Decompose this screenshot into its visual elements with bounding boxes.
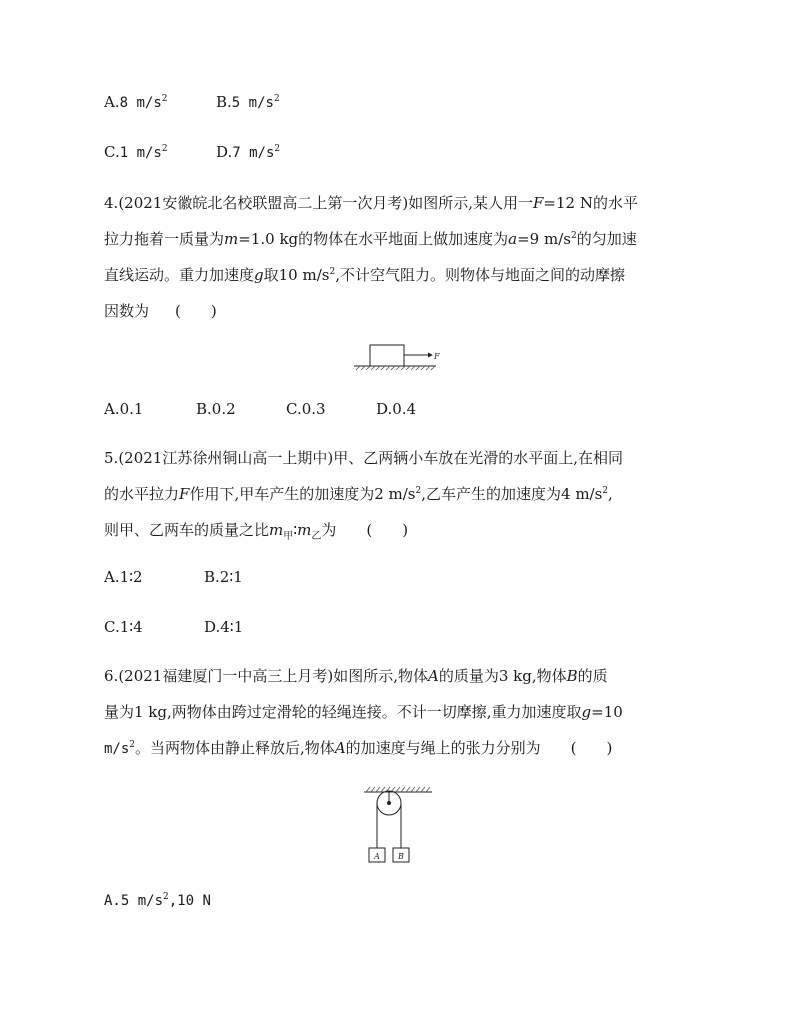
q6-line-2 — [104, 702, 623, 722]
q3-option-b — [216, 92, 280, 113]
q4-option-d: D.0.4 — [376, 400, 417, 418]
q5-option-a: A.1∶2 — [104, 568, 143, 586]
block — [370, 345, 404, 366]
option-value: 8 m/s — [119, 95, 162, 111]
exponent: 2 — [273, 94, 280, 104]
q5-option-c: C.1∶4 — [104, 618, 143, 636]
q6-option-a — [104, 890, 211, 911]
symbol-a: a — [508, 230, 518, 248]
ceiling-hatch — [366, 787, 430, 792]
text: 直线运动。重力加速度 — [104, 266, 255, 284]
ground-hatch — [356, 366, 435, 370]
q4-line-2 — [104, 229, 637, 249]
text: 如图所示,物体 — [333, 667, 428, 685]
question-source: (2021江苏徐州铜山高一上期中) — [118, 449, 334, 467]
question-number: 6. — [104, 667, 119, 685]
q6-line-1 — [104, 666, 608, 686]
q4-option-b: B.0.2 — [196, 400, 236, 418]
force-arrowhead — [428, 353, 433, 358]
exponent: 2 — [161, 94, 168, 104]
text: 的质量为3 kg,物体 — [438, 667, 567, 685]
option-value: 7 m/s — [232, 145, 275, 161]
text: ,10 N — [168, 893, 211, 909]
option-value: 5 m/s — [231, 95, 274, 111]
block-force-figure — [352, 342, 444, 372]
block-b-label: B — [398, 852, 404, 861]
text: 则甲、乙两车的质量之比 — [104, 521, 270, 539]
q5-line-2 — [104, 484, 613, 504]
exponent: 2 — [602, 486, 609, 496]
question-source: (2021安徽皖北名校联盟高二上第一次月考) — [118, 194, 409, 212]
exponent: 2 — [274, 144, 281, 154]
exponent: 2 — [415, 486, 422, 496]
q4-line-4 — [104, 301, 217, 321]
exponent: 2 — [129, 740, 136, 750]
q5-line-1 — [104, 448, 623, 468]
text: 甲、乙两辆小车放在光滑的水平面上,在相同 — [333, 449, 623, 467]
q3-option-a — [104, 92, 168, 113]
symbol-F: F — [179, 485, 190, 503]
symbol-A: A — [427, 667, 439, 685]
subscript: 甲 — [283, 531, 294, 542]
option-value: 1 m/s — [119, 145, 162, 161]
text: =9 m/s — [517, 230, 571, 248]
text: A.5 m/s — [104, 893, 164, 909]
text: 。当两物体由静止释放后,物体 — [135, 739, 335, 757]
answer-blank: ( ) — [366, 521, 409, 539]
question-number: 5. — [104, 449, 119, 467]
question-source: (2021福建厦门一中高三上月考) — [118, 667, 334, 685]
symbol-F: F — [532, 194, 544, 212]
symbol-m: m — [269, 521, 284, 539]
text: 的质 — [577, 667, 608, 685]
text: ,乙车产生的加速度为4 m/s — [421, 485, 603, 503]
answer-blank: ( ) — [175, 302, 217, 320]
text: 因数为 — [104, 302, 150, 320]
symbol-g: g — [254, 266, 264, 284]
q6-line-3 — [104, 738, 612, 759]
option-letter: A. — [104, 93, 120, 111]
text: ,不计空气阻力。则物体与地面之间的动摩擦 — [335, 266, 625, 284]
symbol-m: m — [297, 521, 312, 539]
text: 的水平拉力 — [104, 485, 180, 503]
text: =12 N的水平 — [543, 194, 638, 212]
text: 取10 m/s — [263, 266, 330, 284]
q5-option-d: D.4∶1 — [204, 618, 244, 636]
q4-line-3 — [104, 265, 625, 285]
symbol-A: A — [334, 739, 346, 757]
text: m/s — [104, 741, 130, 757]
option-letter: D. — [216, 143, 233, 161]
q5-line-3 — [104, 520, 408, 540]
text: , — [608, 485, 613, 503]
text: 为 — [321, 521, 337, 539]
block-a-label: A — [374, 852, 380, 861]
symbol-m: m — [224, 230, 239, 248]
text: ∶ — [293, 521, 298, 539]
force-label: F — [434, 352, 440, 361]
answer-blank: ( ) — [570, 739, 613, 757]
q5-option-b: B.2∶1 — [204, 568, 243, 586]
pulley-figure — [360, 786, 434, 864]
q4-line-1 — [104, 193, 638, 213]
text: 的加速度与绳上的张力分别为 — [345, 739, 541, 757]
text: 拉力拖着一质量为 — [104, 230, 225, 248]
subscript: 乙 — [311, 531, 322, 542]
text: =10 — [591, 703, 623, 721]
q4-option-a: A.0.1 — [104, 400, 144, 418]
text: =1.0 kg的物体在水平地面上做加速度为 — [238, 230, 509, 248]
pulley-hub — [387, 801, 391, 805]
exponent: 2 — [161, 144, 168, 154]
q3-option-c — [104, 142, 168, 163]
option-letter: C. — [104, 143, 120, 161]
q4-option-c: C.0.3 — [286, 400, 326, 418]
option-letter: B. — [216, 93, 232, 111]
text: 作用下,甲车产生的加速度为2 m/s — [189, 485, 416, 503]
symbol-B: B — [566, 667, 578, 685]
exponent: 2 — [329, 267, 336, 277]
exponent: 2 — [163, 892, 169, 902]
exponent: 2 — [570, 231, 577, 241]
text: 如图所示,某人用一 — [408, 194, 533, 212]
text: 量为1 kg,两物体由跨过定滑轮的轻绳连接。不计一切摩擦,重力加速度取 — [104, 703, 582, 721]
question-number: 4. — [104, 194, 119, 212]
text: 的匀加速 — [576, 230, 637, 248]
symbol-g: g — [581, 703, 592, 721]
q3-option-d — [216, 142, 280, 163]
